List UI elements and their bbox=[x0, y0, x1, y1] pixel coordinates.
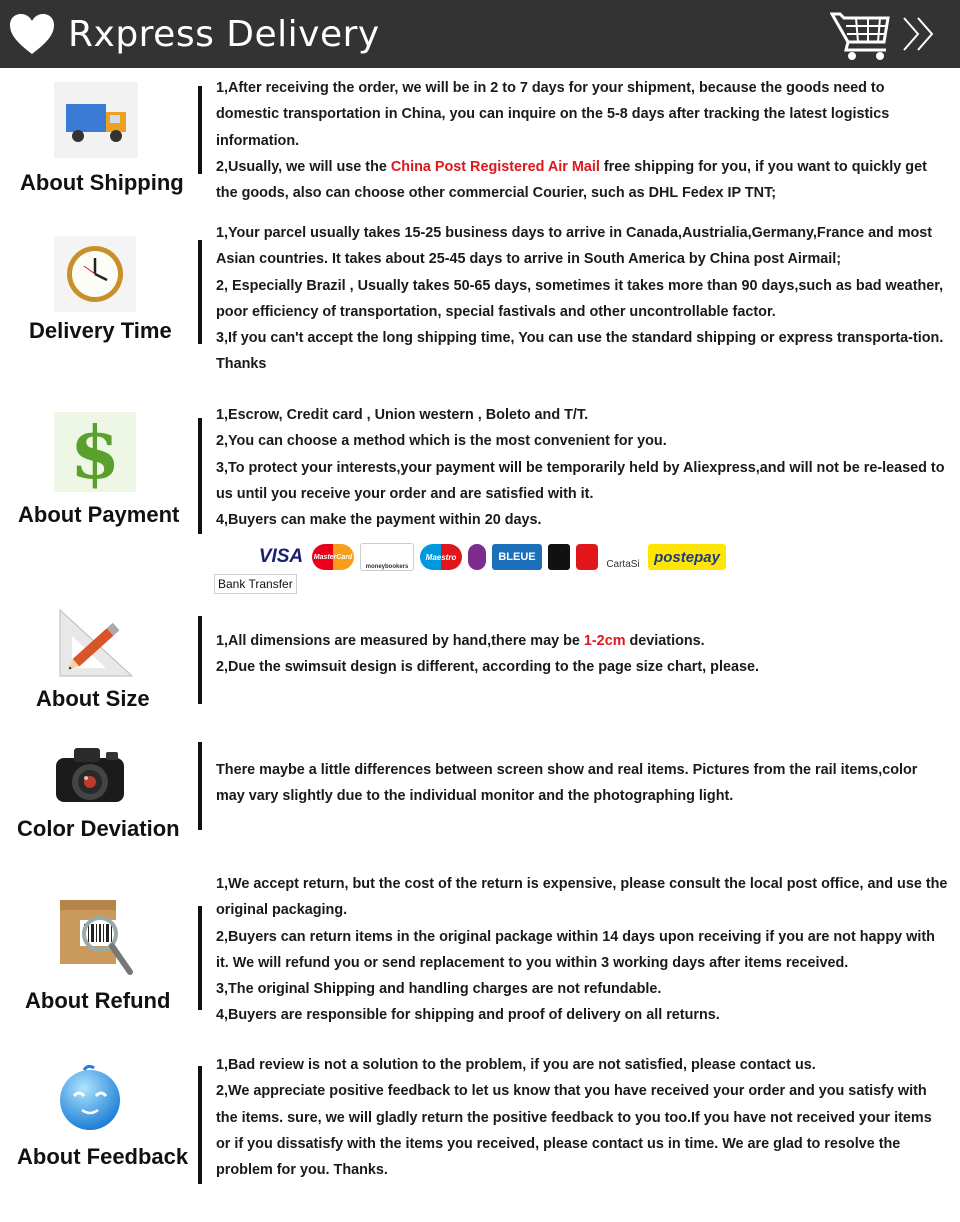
divider-bar bbox=[198, 1066, 202, 1184]
paragraph: 2,We appreciate positive feedback to let us know that you have received your order and you satisfy with the items. sure, we will gladly return the positive feedback to you too.If you have not received your items or if you dissatisfy with the items you received, please contact us in time. We are glad to resolve the problem for you. Thanks. bbox=[216, 1083, 932, 1179]
divider-bar bbox=[198, 616, 202, 704]
paragraph: 2,You can choose a method which is the most convenient for you. bbox=[216, 433, 667, 450]
package-barcode-icon bbox=[56, 896, 136, 980]
paragraph: 1,We accept return, but the cost of the return is expensive, please consult the local post office, and use the original packaging. bbox=[216, 876, 948, 919]
maestro-logo: Maestro bbox=[420, 544, 462, 570]
bank-transfer-label: Bank Transfer bbox=[214, 574, 297, 594]
paragraph: 1,Your parcel usually takes 15-25 business days to arrive in Canada,Austrialia,Germany,France and most Asian countries. It takes about 25-45 days to arrive in South America by China post Airmail; bbox=[216, 225, 933, 268]
paragraph: 1,After receiving the order, we will be in 2 to 7 days for your shipment, because the goods need to domestic transportation in China, you can inquire on the 5-8 days after tracking the latest logistics information. bbox=[216, 80, 890, 149]
section-title: About Size bbox=[36, 686, 150, 711]
section-body bbox=[216, 757, 950, 810]
dollar-icon bbox=[54, 412, 136, 492]
payment-logo-black bbox=[548, 544, 570, 570]
section-title: Delivery Time bbox=[29, 318, 172, 343]
section-title: About Refund bbox=[25, 988, 171, 1013]
paragraph: 3,To protect your interests,your payment will be temporarily held by Aliexpress,and will not be re-leased to us until you receive your order and are satisfied with it. bbox=[216, 459, 945, 502]
brand-title: Rxpress Delivery bbox=[68, 14, 380, 55]
section-title: About Payment bbox=[18, 502, 180, 527]
clock-icon bbox=[54, 236, 136, 312]
divider-bar bbox=[198, 86, 202, 174]
highlight-text: China Post Registered Air Mail bbox=[390, 158, 600, 175]
carte-bleue-logo: BLEUE bbox=[492, 544, 542, 570]
payment-logos bbox=[216, 540, 726, 574]
paragraph: 4,Buyers can make the payment within 20 days. bbox=[216, 512, 542, 529]
paragraph: There maybe a little differences between screen show and real items. Pictures from the rail items,color may vary slightly due to the individual monitor and the photographing light. bbox=[216, 762, 918, 805]
text-span: 1,All dimensions are measured by hand,there may be bbox=[216, 633, 584, 649]
section-title: About Shipping bbox=[20, 170, 184, 195]
section-title: About Feedback bbox=[17, 1144, 189, 1169]
paragraph: 1,Escrow, Credit card , Union western , Boleto and T/T. bbox=[216, 407, 589, 423]
section-body bbox=[216, 628, 950, 681]
divider-bar bbox=[198, 742, 202, 830]
divider-bar bbox=[198, 240, 202, 344]
paragraph: 4,Buyers are responsible for shipping and proof of delivery on all returns. bbox=[216, 1007, 720, 1024]
smiley-face-icon bbox=[54, 1062, 126, 1134]
mastercard-logo: MasterCard bbox=[312, 544, 354, 570]
section-body bbox=[216, 402, 950, 533]
postepay-logo: postepay bbox=[648, 544, 726, 570]
section-body bbox=[216, 871, 950, 1029]
text-span: deviations. bbox=[625, 633, 705, 649]
cartasi-logo: CartaSi bbox=[606, 559, 640, 570]
paragraph: 3,The original Shipping and handling charges are not refundable. bbox=[216, 981, 662, 998]
highlight-text: 1-2cm bbox=[583, 633, 626, 649]
divider-bar bbox=[198, 906, 202, 1010]
paragraph: 2,Buyers can return items in the original package within 14 days upon receiving if you are not happy with it. We will refund you or send replacement to you within 3 working days after items received. bbox=[216, 928, 935, 971]
paragraph: 3,If you can't accept the long shipping time, You can use the standard shipping or express transporta-tion. Thanks bbox=[216, 330, 944, 373]
moneybookers-logo: moneybookers bbox=[360, 543, 414, 571]
section-body bbox=[216, 75, 950, 206]
section-body bbox=[216, 1052, 950, 1183]
section-body bbox=[216, 220, 950, 378]
page-header bbox=[0, 0, 960, 68]
paragraph bbox=[216, 628, 950, 654]
ruler-pencil-icon bbox=[56, 606, 136, 680]
truck-icon bbox=[54, 82, 138, 158]
payment-logo-red bbox=[576, 544, 598, 570]
section-title: Color Deviation bbox=[17, 816, 180, 841]
text-span: 2,Usually, we will use the bbox=[216, 158, 391, 175]
payment-logo-purple bbox=[468, 544, 486, 570]
paragraph: 2, Especially Brazil , Usually takes 50-65 days, sometimes it takes more than 90 days,such as bad weather, poor efficiency of transportation, special fastivals and other uncontrollable factor. bbox=[216, 277, 944, 320]
heart-icon bbox=[8, 12, 56, 56]
visa-logo: VISA bbox=[258, 546, 304, 567]
text-span: free shipping for you, if you want to quickly get the goods, also can choose other commercial Courier, such as DHL Fedex IP TNT; bbox=[216, 158, 927, 202]
divider-bar bbox=[198, 418, 202, 534]
paragraph bbox=[216, 154, 950, 207]
double-chevron-icon bbox=[900, 14, 940, 54]
svg-text:$: $ bbox=[69, 412, 121, 492]
camera-icon bbox=[54, 740, 126, 810]
paragraph: 1,Bad review is not a solution to the problem, if you are not satisfied, please contact us. bbox=[216, 1057, 816, 1073]
cart-icon bbox=[830, 8, 894, 62]
paragraph: 2,Due the swimsuit design is different, according to the page size chart, please. bbox=[216, 659, 759, 676]
